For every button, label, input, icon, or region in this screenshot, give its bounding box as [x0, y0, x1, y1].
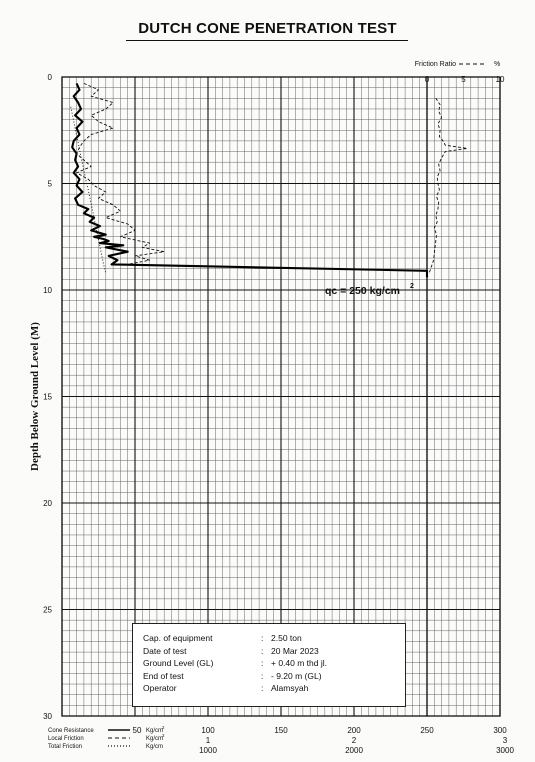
x-tick-cone: 250 [420, 726, 434, 735]
info-label: Ground Level (GL) [143, 658, 214, 668]
info-label: Operator [143, 683, 177, 693]
info-value: Alamsyah [271, 683, 309, 693]
y-axis-label: Depth Below Ground Level (M) [29, 322, 41, 471]
x-tick-local: 2 [351, 736, 357, 745]
info-colon: : [261, 645, 264, 656]
legend-unit: Kg/cm [146, 736, 164, 742]
friction-ratio-tick: 0 [424, 75, 430, 84]
x-tick-cone: 300 [493, 726, 507, 735]
y-tick-label: 5 [47, 179, 52, 189]
x-tick-cone: 50 [132, 726, 142, 735]
x-tick-local: 3 [502, 736, 508, 745]
page-title: DUTCH CONE PENETRATION TEST [138, 20, 397, 37]
info-colon: : [261, 670, 264, 681]
legend [48, 725, 165, 750]
series-cone-resistance [72, 83, 427, 277]
x-tick-cone: 150 [274, 726, 288, 735]
series-friction-ratio [429, 98, 467, 273]
x-tick-cone: 100 [201, 726, 215, 735]
info-value: 2.50 ton [271, 633, 302, 643]
info-value: - 9.20 m (GL) [271, 670, 322, 681]
legend-unit-sup: 2 [162, 725, 165, 730]
info-label: Date of test [143, 645, 187, 656]
series-lines [71, 83, 467, 277]
info-colon: : [261, 658, 264, 668]
legend-unit: Kg/cm [146, 744, 164, 750]
x-tick-local: 1 [205, 736, 211, 745]
y-tick-label: 25 [43, 605, 52, 615]
y-tick-label: 20 [43, 499, 52, 508]
info-colon: : [261, 633, 264, 643]
legend-unit-sup: 2 [162, 733, 165, 738]
x-tick-total: 1000 [199, 746, 217, 755]
info-label: End of test [143, 670, 184, 681]
y-tick-label: 30 [43, 712, 52, 721]
test-info-box [132, 623, 406, 707]
legend-unit: Kg/cm [146, 728, 164, 734]
y-tick-label: 10 [43, 286, 52, 295]
friction-ratio-unit: % [494, 61, 501, 68]
info-value: 20 Mar 2023 [271, 645, 319, 656]
legend-label: Cone Resistance [48, 728, 94, 734]
info-label: Cap. of equipment [143, 633, 213, 643]
x-tick-total: 2000 [345, 746, 363, 755]
friction-ratio-tick: 5 [461, 75, 466, 84]
info-value: + 0.40 m thd jl. [271, 658, 327, 668]
legend-label: Total Friction [48, 744, 83, 750]
y-tick-label: 0 [47, 73, 52, 82]
info-colon: : [261, 683, 264, 693]
qc-annotation-sup: 2 [410, 283, 414, 290]
legend-label: Local Friction [48, 736, 84, 742]
friction-ratio-axis [415, 61, 505, 716]
y-tick-label: 15 [43, 392, 52, 402]
x-tick-cone: 200 [347, 726, 361, 735]
friction-ratio-tick: 10 [495, 75, 505, 84]
x-tick-total: 3000 [496, 746, 514, 755]
friction-ratio-label: Friction Ratio [414, 61, 456, 68]
qc-annotation: qc = 250 kg/cm [325, 285, 401, 297]
